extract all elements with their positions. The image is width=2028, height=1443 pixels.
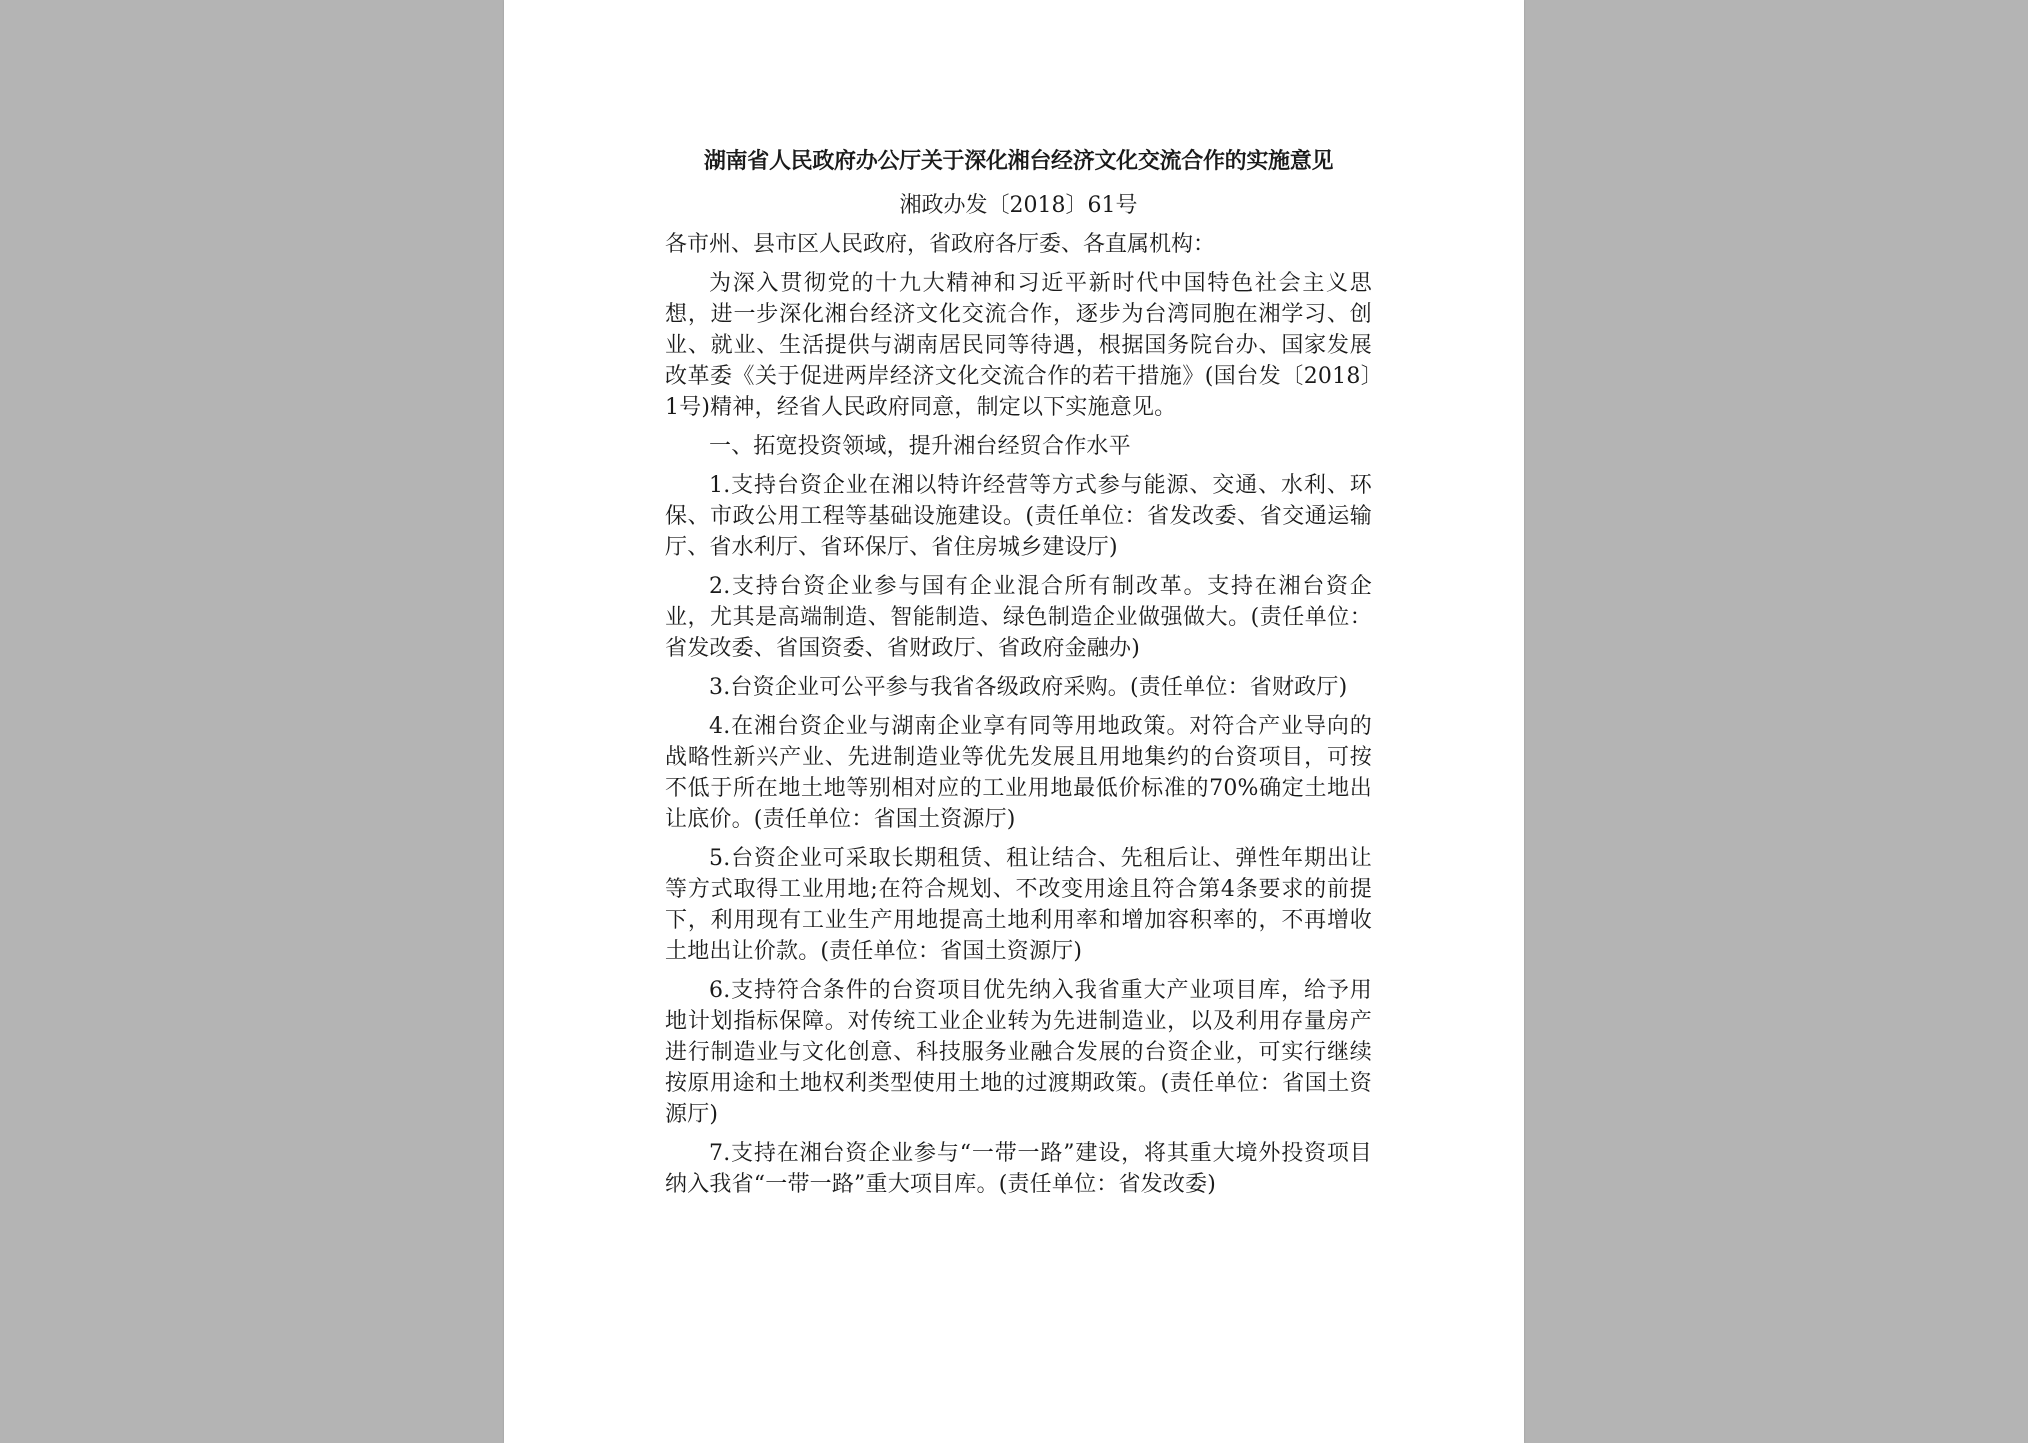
clause-3: 3.台资企业可公平参与我省各级政府采购。(责任单位：省财政厅) [709,675,1348,700]
clause-2: 2.支持台资企业参与国有企业混合所有制改革。支持在湘台资企业，尤其是高端制造、智能制造、绿色制造企业做强做大。(责任单位：省发改委、省国资委、省财政厅、省政府金融办) [665,574,1372,661]
section-heading-1: 一、拓宽投资领域，提升湘台经贸合作水平 [709,434,1131,459]
clause-4: 4.在湘台资企业与湖南企业享有同等用地政策。对符合产业导向的战略性新兴产业、先进制造业等优先发展且用地集约的台资项目，可按不低于所在地土地等别相对应的工业用地最低价标准的70%确定土地出让底价。(责任单位：省国土资源厅) [665,714,1372,832]
clause-7: 7.支持在湘台资企业参与“一带一路”建设，将其重大境外投资项目纳入我省“一带一路”重大项目库。(责任单位：省发改委) [665,1141,1372,1197]
document-title: 湖南省人民政府办公厅关于深化湘台经济文化交流合作的实施意见 [703,148,1334,174]
clause-6: 6.支持符合条件的台资项目优先纳入我省重大产业项目库，给予用地计划指标保障。对传统工业企业转为先进制造业，以及利用存量房产进行制造业与文化创意、科技服务业融合发展的台资企业，可实行继续按原用途和土地权利类型使用土地的过渡期政策。(责任单位：省国土资源厅) [665,978,1372,1127]
document-addressee: 各市州、县市区人民政府，省政府各厅委、各直属机构： [665,232,1216,257]
preamble-paragraph: 为深入贯彻党的十九大精神和习近平新时代中国特色社会主义思想，进一步深化湘台经济文化交流合作，逐步为台湾同胞在湘学习、创业、就业、生活提供与湖南居民同等待遇，根据国务院台办、国家发展改革委《关于促进两岸经济文化交流合作的若干措施》(国台发〔2018〕1号)精神，经省人民政府同意，制定以下实施意见。 [665,271,1372,420]
clause-1: 1.支持台资企业在湘以特许经营等方式参与能源、交通、水利、环保、市政公用工程等基础设施建设。(责任单位：省发改委、省交通运输厅、省水利厅、省环保厅、省住房城乡建设厅) [665,473,1372,560]
document-page [504,0,1524,1443]
clause-5: 5.台资企业可采取长期租赁、租让结合、先租后让、弹性年期出让等方式取得工业用地;在符合规划、不改变用途且符合第4条要求的前提下，利用现有工业生产用地提高土地利用率和增加容积率的，不再增收土地出让价款。(责任单位：省国土资源厅) [665,846,1372,964]
document-content [665,146,1372,1208]
document-number: 湘政办发〔2018〕61号 [899,193,1138,218]
